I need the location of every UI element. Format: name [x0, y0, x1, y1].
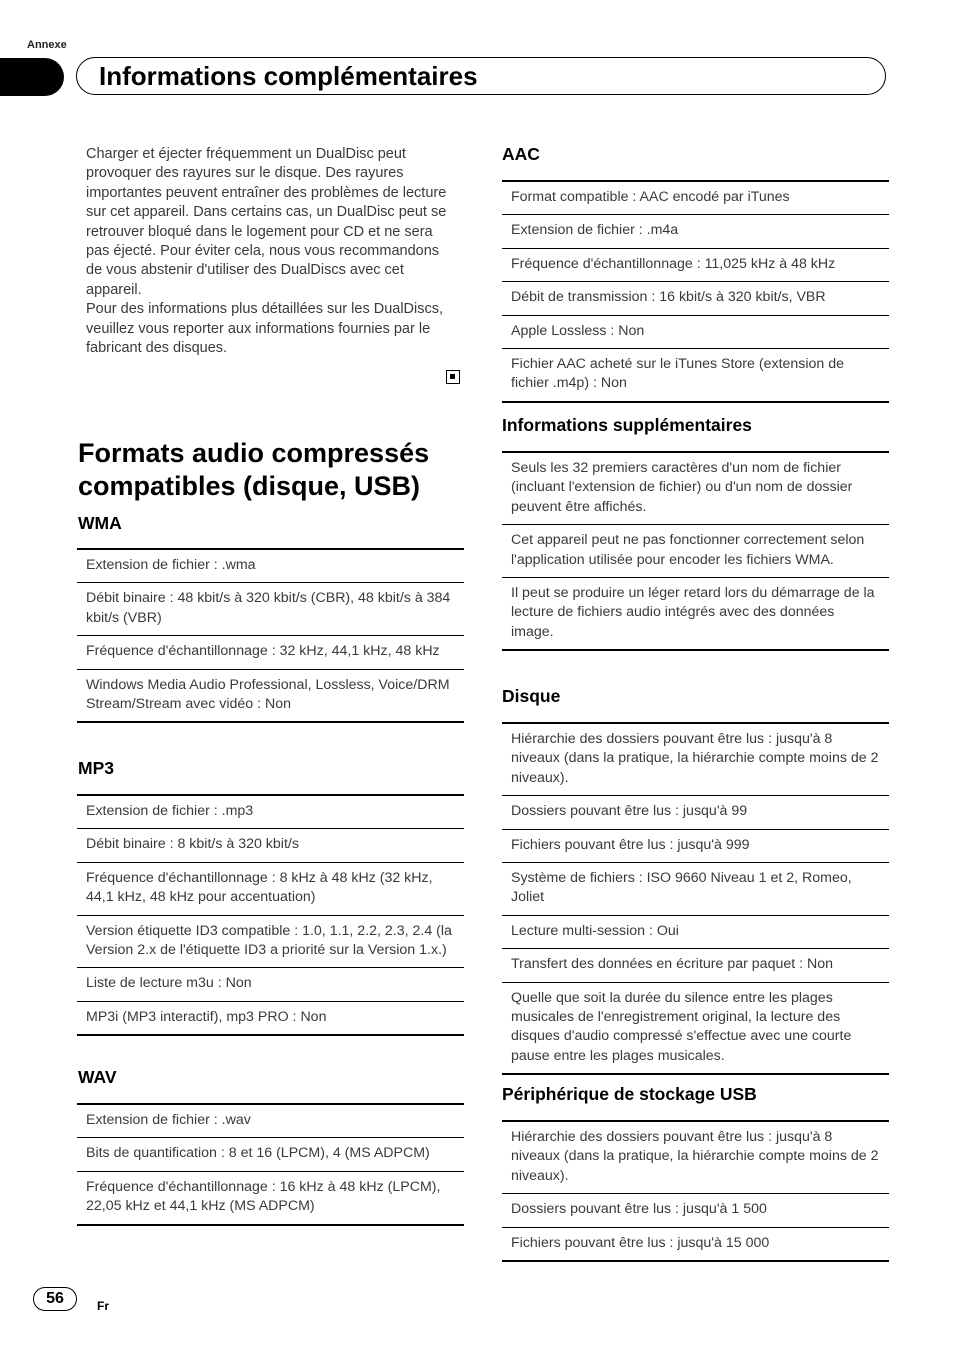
table-row: Seuls les 32 premiers caractères d'un nom de fichier (incluant l'extension de fichier) ou d'un nom de dossier peuvent être affichés. [502, 453, 889, 525]
table-row: Fichier AAC acheté sur le iTunes Store (extension de fichier .m4p) : Non [502, 349, 889, 403]
wav-heading: WAV [78, 1067, 117, 1087]
table-row: Il peut se produire un léger retard lors du démarrage de la lecture de fichiers audio intégrés avec des données image. [502, 578, 889, 651]
section-label: Annexe [27, 39, 67, 51]
table-row: Bits de quantification : 8 et 16 (LPCM), 4 (MS ADPCM) [77, 1138, 464, 1171]
intro-text [86, 145, 458, 358]
mp3-heading: MP3 [78, 758, 114, 778]
intro-paragraph-2: Pour des informations plus détaillées sur les DualDiscs, veuillez vous reporter aux informations fournies par le fabricant des disques. [86, 301, 444, 357]
table-row: Windows Media Audio Professional, Lossless, Voice/DRM Stream/Stream avec vidéo : Non [77, 670, 464, 724]
table-row: Extension de fichier : .m4a [502, 215, 889, 248]
table-row: Hiérarchie des dossiers pouvant être lus : jusqu'à 8 niveaux (dans la pratique, la hiérarchie compte moins de 2 niveaux). [502, 1122, 889, 1194]
table-row: Apple Lossless : Non [502, 316, 889, 349]
table-row: Débit binaire : 48 kbit/s à 320 kbit/s (CBR), 48 kbit/s à 384 kbit/s (VBR) [77, 583, 464, 636]
table-row: Version étiquette ID3 compatible : 1.0, 1.1, 2.2, 2.3, 2.4 (la Version 2.x de l'étiquette ID3 a priorité sur la Version 1.x.) [77, 916, 464, 969]
table-row: Débit de transmission : 16 kbit/s à 320 kbit/s, VBR [502, 282, 889, 315]
header-banner [76, 57, 886, 95]
table-row: Hiérarchie des dossiers pouvant être lus : jusqu'à 8 niveaux (dans la pratique, la hiérarchie compte moins de 2 niveaux). [502, 724, 889, 796]
table-row: Cet appareil peut ne pas fonctionner correctement selon l'application utilisée pour encoder les fichiers WMA. [502, 525, 889, 578]
disque-heading: Disque [502, 686, 561, 706]
page-title: Informations complémentaires [99, 61, 478, 91]
intro-paragraph-1: Charger et éjecter fréquemment un DualDisc peut provoquer des rayures sur le disque. Des rayures importantes peuvent entraîner des problèmes de lecture sur cet appareil. Dans certains cas, un DualDisc peut se retrouver bloqué dans le logement pour CD et ne sera pas éjecté. Pour éviter cela, nous vous recommandons de vous abstenir d'utiliser des DualDiscs avec cet appareil. [86, 146, 447, 298]
wav-table [77, 1103, 464, 1226]
table-row: Fréquence d'échantillonnage : 16 kHz à 48 kHz (LPCM), 22,05 kHz et 44,1 kHz (MS ADPCM) [77, 1172, 464, 1226]
table-row: Fichiers pouvant être lus : jusqu'à 15 000 [502, 1228, 889, 1262]
language-code: Fr [97, 1299, 109, 1313]
main-heading: Formats audio compressés compatibles (disque, USB) [78, 438, 430, 501]
table-row: Extension de fichier : .wav [77, 1105, 464, 1138]
table-row: Lecture multi-session : Oui [502, 916, 889, 949]
table-row: Dossiers pouvant être lus : jusqu'à 1 500 [502, 1194, 889, 1227]
mp3-table [77, 794, 464, 1036]
aac-heading: AAC [502, 144, 540, 164]
table-row: Extension de fichier : .wma [77, 550, 464, 583]
page-number: 56 [33, 1287, 77, 1311]
table-row: Transfert des données en écriture par paquet : Non [502, 949, 889, 982]
info-table [502, 451, 889, 651]
table-row: Quelle que soit la durée du silence entre les plages musicales de l'enregistrement original, la lecture des disques d'audio compressé s'effectue avec une courte pause entre les plages musicales. [502, 983, 889, 1076]
table-row: Fichiers pouvant être lus : jusqu'à 999 [502, 830, 889, 863]
chapter-tab-marker [0, 58, 64, 96]
table-row: MP3i (MP3 interactif), mp3 PRO : Non [77, 1002, 464, 1036]
table-row: Débit binaire : 8 kbit/s à 320 kbit/s [77, 829, 464, 862]
table-row: Fréquence d'échantillonnage : 8 kHz à 48 kHz (32 kHz, 44,1 kHz, 48 kHz pour accentuation) [77, 863, 464, 916]
table-row: Format compatible : AAC encodé par iTunes [502, 182, 889, 215]
usb-table [502, 1120, 889, 1262]
wma-table [77, 548, 464, 723]
table-row: Fréquence d'échantillonnage : 11,025 kHz à 48 kHz [502, 249, 889, 282]
end-of-section-icon [446, 370, 460, 384]
aac-table [502, 180, 889, 403]
disque-table [502, 722, 889, 1075]
wma-heading: WMA [78, 513, 122, 533]
table-row: Extension de fichier : .mp3 [77, 796, 464, 829]
table-row: Système de fichiers : ISO 9660 Niveau 1 et 2, Romeo, Joliet [502, 863, 889, 916]
table-row: Liste de lecture m3u : Non [77, 968, 464, 1001]
table-row: Fréquence d'échantillonnage : 32 kHz, 44,1 kHz, 48 kHz [77, 636, 464, 669]
usb-heading: Périphérique de stockage USB [502, 1084, 757, 1104]
info-heading: Informations supplémentaires [502, 415, 752, 435]
table-row: Dossiers pouvant être lus : jusqu'à 99 [502, 796, 889, 829]
